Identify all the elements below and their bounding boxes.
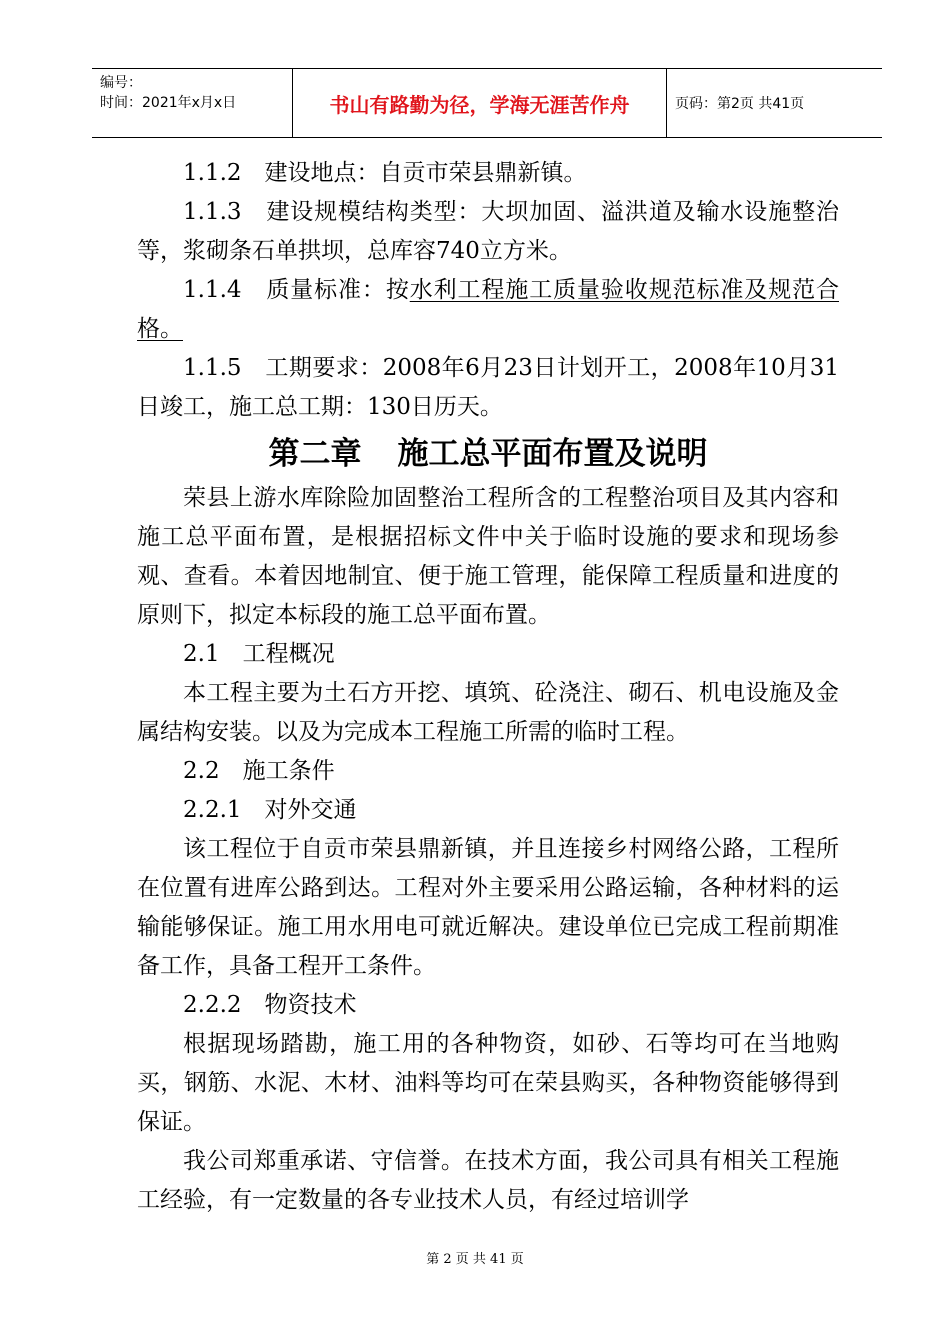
- page-footer: 第 2 页 共 41 页: [426, 1252, 524, 1267]
- header-motto: 书山有路勤为径，学海无涯苦作舟: [292, 69, 667, 137]
- chapter-number: 第二章: [268, 436, 362, 472]
- section-1-1-4-standard: 水利工程施工质量验收规范标准及规范合格。: [137, 277, 839, 342]
- header-time-label: 时间：2021年x月x日: [100, 95, 237, 111]
- page-header: [92, 68, 882, 138]
- heading-2-2: 2.2 施工条件: [183, 758, 335, 784]
- document-body: [137, 154, 839, 1220]
- paragraph-2-2-2: 根据现场踏勘，施工用的各种物资，如砂、石等均可在当地购买，钢筋、水泥、木材、油料等均可在荣县购买，各种物资能够得到保证。: [137, 1031, 839, 1135]
- heading-2-2-1: 2.2.1 对外交通: [183, 797, 357, 823]
- header-number-label: 编号：: [100, 75, 142, 91]
- chapter-title: 施工总平面布置及说明: [397, 436, 708, 472]
- section-1-1-4: [137, 271, 839, 349]
- header-meta: [92, 69, 292, 137]
- paragraph-2-2-1: 该工程位于自贡市荣县鼎新镇，并且连接乡村网络公路，工程所在位置有进库公路到达。工程对外主要采用公路运输，各种材料的运输能够保证。施工用水用电可就近解决。建设单位已完成工程前期准备工作，具备工程开工条件。: [137, 836, 839, 979]
- header-page-info: 页码：第2页 共41页: [675, 96, 805, 112]
- chapter-intro: 荣县上游水库除险加固整治工程所含的工程整治项目及其内容和施工总平面布置，是根据招标文件中关于临时设施的要求和现场参观、查看。本着因地制宜、便于施工管理，能保障工程质量和进度的原则下，拟定本标段的施工总平面布置。: [137, 485, 839, 628]
- section-1-1-3: 1.1.3 建设规模结构类型：大坝加固、溢洪道及输水设施整治等，浆砌条石单拱坝，总库容740立方米。: [137, 199, 839, 264]
- heading-2-1: 2.1 工程概况: [183, 641, 335, 667]
- section-1-1-2: 1.1.2 建设地点：自贡市荣县鼎新镇。: [183, 160, 587, 186]
- section-1-1-5: 1.1.5 工期要求：2008年6月23日计划开工，2008年10月31日竣工，施工总工期：130日历天。: [137, 355, 839, 420]
- chapter-heading: [137, 427, 839, 479]
- heading-2-2-2: 2.2.2 物资技术: [183, 992, 357, 1018]
- paragraph-commitment: 我公司郑重承诺、守信誉。在技术方面，我公司具有相关工程施工经验，有一定数量的各专业技术人员，有经过培训学: [137, 1148, 839, 1213]
- paragraph-2-1: 本工程主要为土石方开挖、填筑、砼浇注、砌石、机电设施及金属结构安装。以及为完成本工程施工所需的临时工程。: [137, 680, 839, 745]
- section-1-1-4-prefix: 1.1.4 质量标准：按: [183, 277, 410, 303]
